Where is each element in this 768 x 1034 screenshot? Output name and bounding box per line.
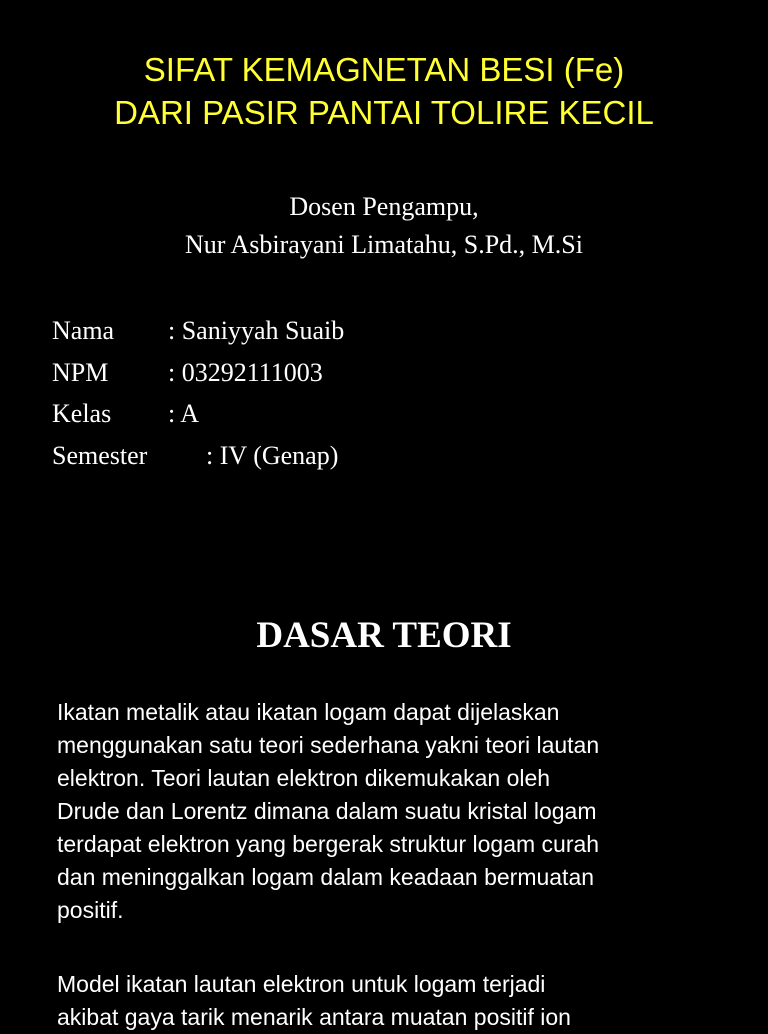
slide-title — [0, 48, 768, 134]
identity-value: : A — [168, 399, 200, 428]
paragraph-2 — [57, 968, 737, 1034]
title-line-1: SIFAT KEMAGNETAN BESI (Fe) — [143, 51, 625, 88]
identity-label: NPM — [52, 357, 109, 387]
section-heading: DASAR TEORI — [256, 615, 512, 656]
paragraph-line: dan meninggalkan logam dalam keadaan bermuatan — [57, 864, 595, 890]
paragraph-line: Drude dan Lorentz dimana dalam suatu kristal logam — [57, 798, 597, 824]
identity-row-kelas — [52, 393, 344, 435]
identity-row-npm — [52, 352, 344, 394]
identity-value: : IV (Genap) — [206, 440, 339, 470]
paragraph-line: elektron. Teori lautan elektron dikemukakan oleh — [57, 765, 551, 791]
identity-row-semester — [52, 435, 344, 477]
lecturer-block — [0, 188, 768, 264]
identity-value: : 03292111003 — [168, 357, 323, 387]
lecturer-label: Dosen Pengampu, — [289, 192, 479, 221]
paragraph-line: positif. — [57, 897, 124, 923]
identity-value: : Saniyyah Suaib — [168, 316, 345, 345]
paragraph-line: akibat gaya tarik menarik antara muatan positif ion — [57, 1004, 571, 1030]
paragraph-line: terdapat elektron yang bergerak struktur logam curah — [57, 831, 600, 857]
identity-label: Semester — [52, 440, 148, 470]
identity-row-nama — [52, 310, 344, 352]
identity-label: Nama — [52, 316, 115, 345]
paragraph-line: Model ikatan lautan elektron untuk logam terjadi — [57, 971, 546, 997]
identity-label: Kelas — [52, 399, 112, 428]
paragraph-1 — [57, 696, 737, 927]
student-identity — [52, 310, 344, 476]
title-line-2: DARI PASIR PANTAI TOLIRE KECIL — [114, 94, 654, 131]
paragraph-line: menggunakan satu teori sederhana yakni teori lautan — [57, 732, 600, 758]
paragraph-line: Ikatan metalik atau ikatan logam dapat dijelaskan — [57, 699, 560, 725]
lecturer-name: Nur Asbirayani Limatahu, S.Pd., M.Si — [185, 230, 583, 259]
